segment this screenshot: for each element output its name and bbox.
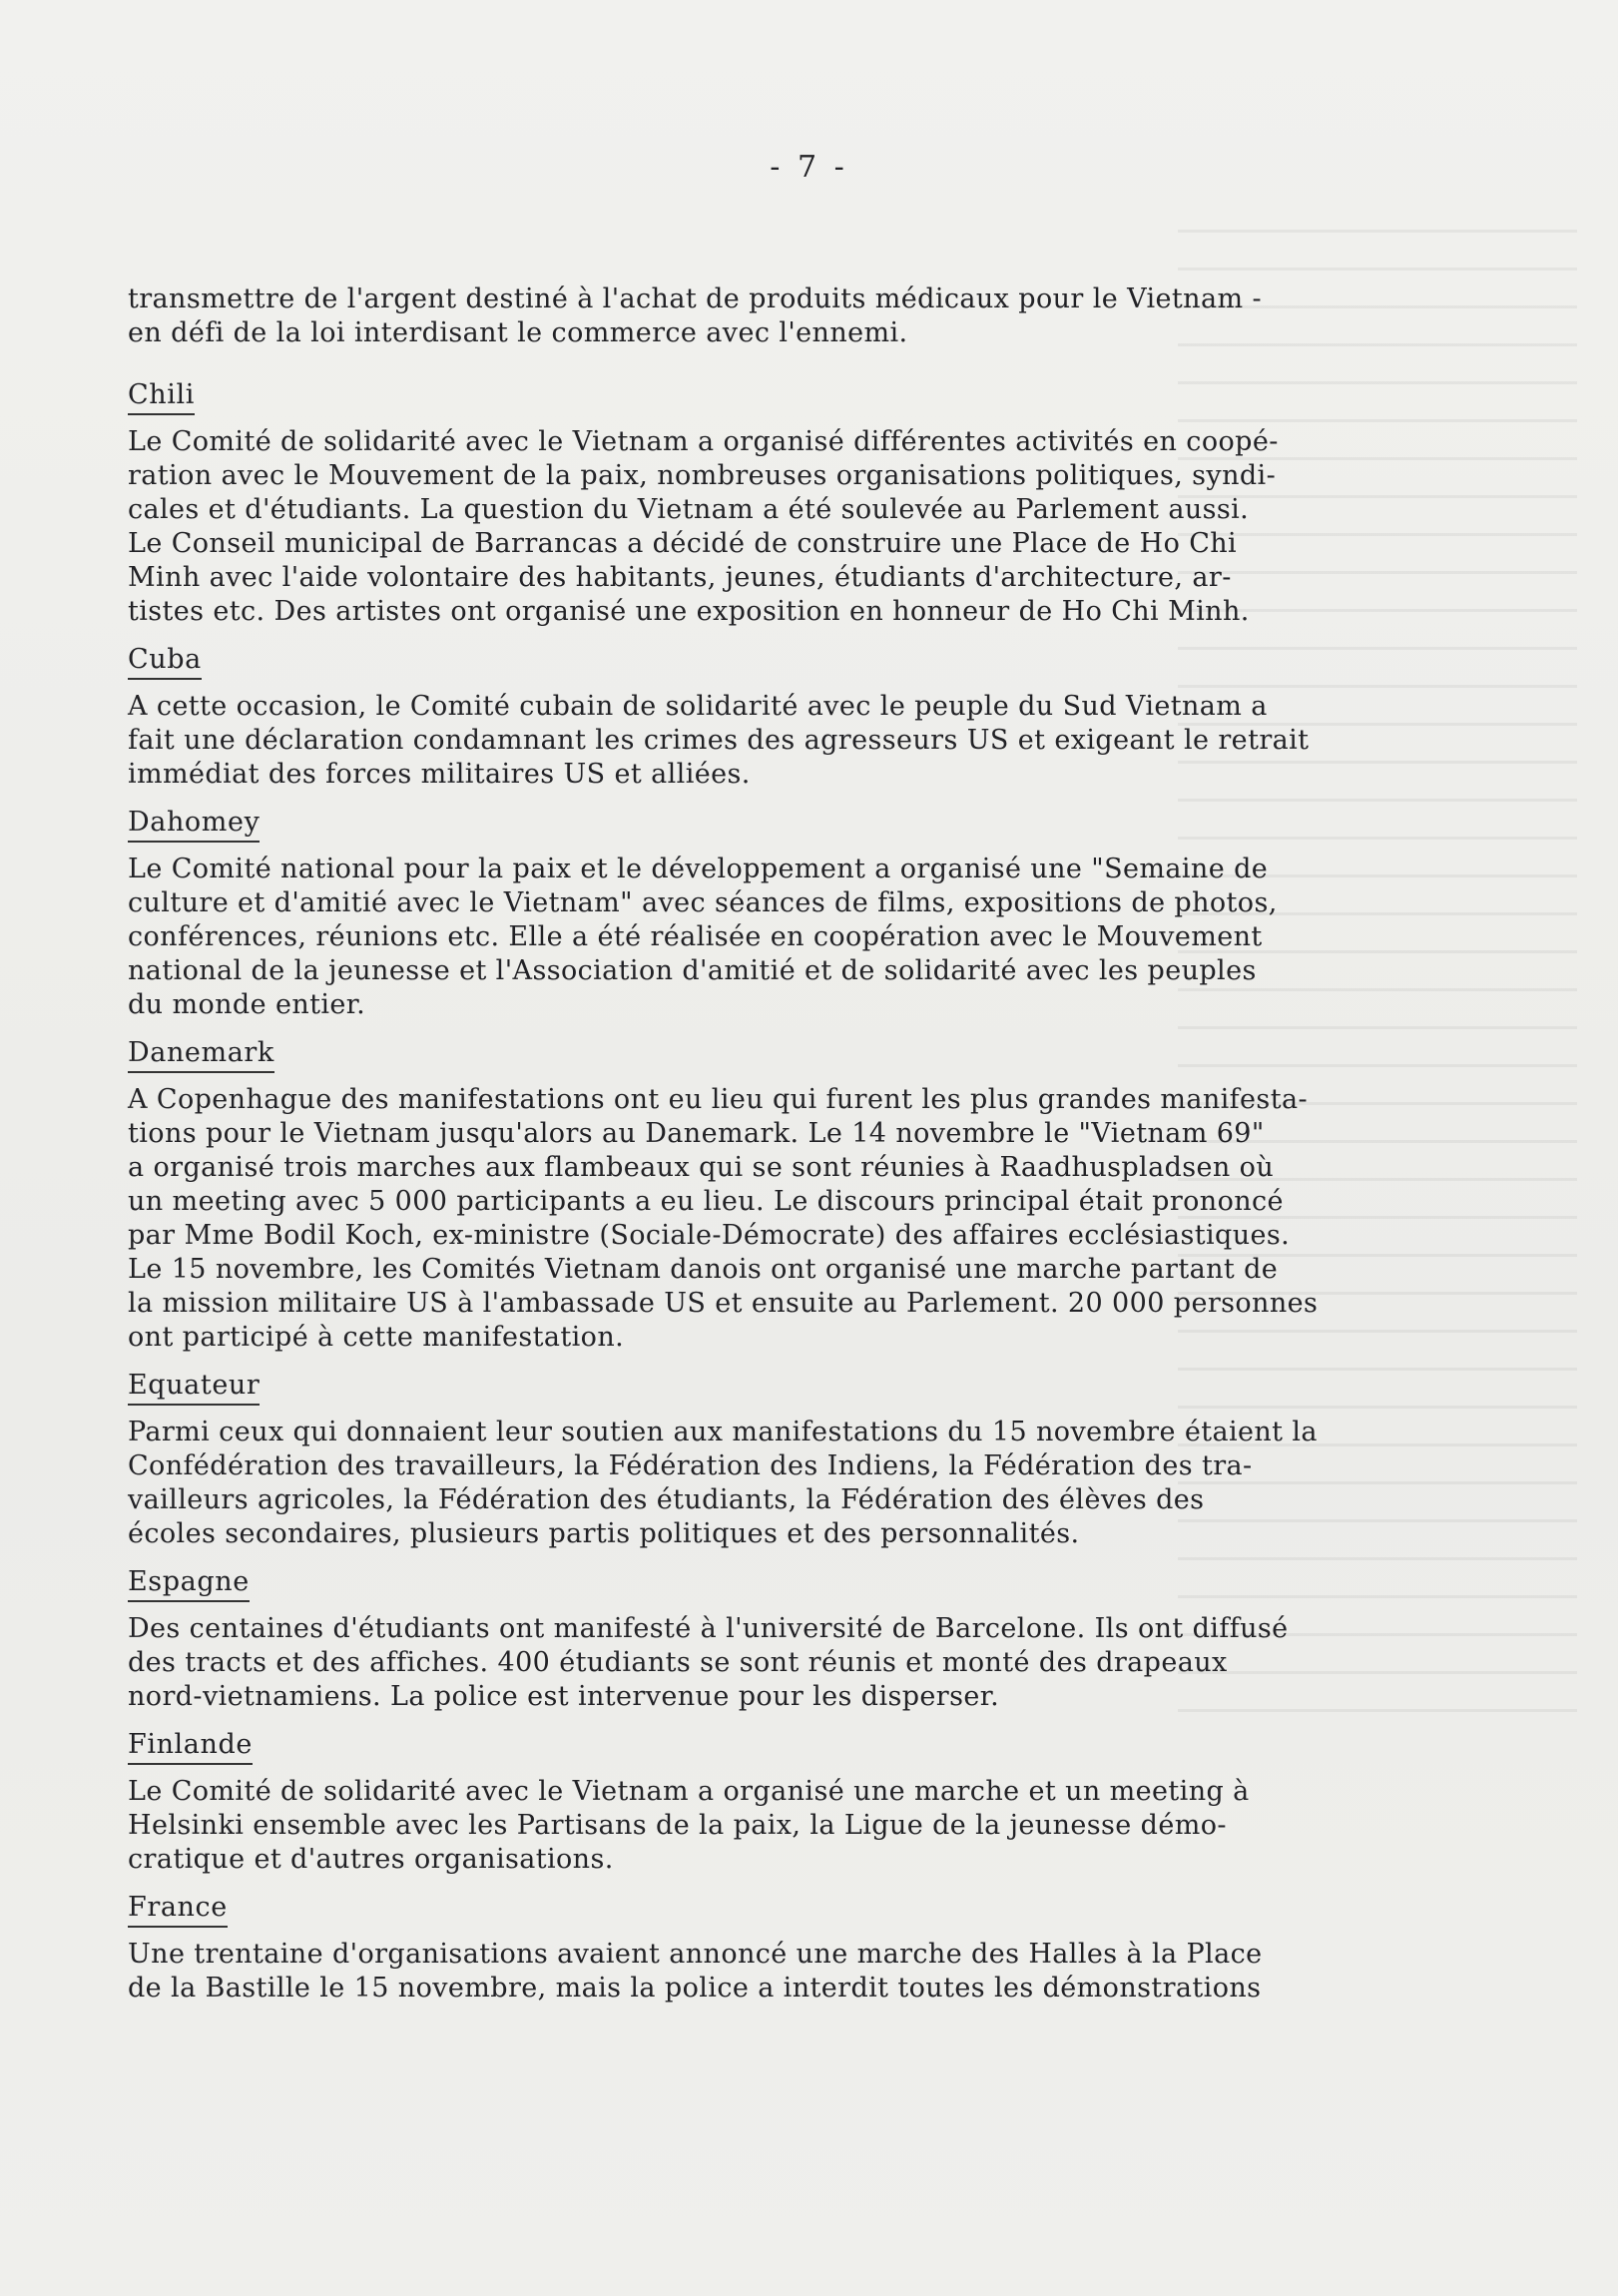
section-paragraph xyxy=(128,1416,1565,1551)
section-heading-chili: Chili xyxy=(128,380,195,415)
section-heading-dahomey: Dahomey xyxy=(128,808,260,843)
text-line: vailleurs agricoles, la Fédération des étudiants, la Fédération des élèves des xyxy=(128,1484,1205,1515)
section-paragraph xyxy=(128,1612,1565,1714)
text-line: immédiat des forces militaires US et alliées. xyxy=(128,759,751,790)
text-line: A cette occasion, le Comité cubain de solidarité avec le peuple du Sud Vietnam a xyxy=(128,691,1268,722)
section-heading-france: France xyxy=(128,1893,228,1928)
text-line: Des centaines d'étudiants ont manifesté à l'université de Barcelone. Ils ont diffusé xyxy=(128,1613,1289,1644)
text-line: tistes etc. Des artistes ont organisé une exposition en honneur de Ho Chi Minh. xyxy=(128,596,1250,627)
page-number: - 7 - xyxy=(770,150,848,185)
text-line: national de la jeunesse et l'Association d'amitié et de solidarité avec les peuples xyxy=(128,955,1257,986)
text-line: Le 15 novembre, les Comités Vietnam danois ont organisé une marche partant de xyxy=(128,1254,1279,1285)
section-danemark xyxy=(128,1022,1565,1355)
text-line: cales et d'étudiants. La question du Vietnam a été soulevée au Parlement aussi. xyxy=(128,494,1250,525)
section-dahomey xyxy=(128,792,1565,1022)
section-heading-cuba: Cuba xyxy=(128,645,202,680)
text-line: Minh avec l'aide volontaire des habitants, jeunes, étudiants d'architecture, ar- xyxy=(128,562,1232,593)
text-line: cratique et d'autres organisations. xyxy=(128,1844,614,1875)
text-line: Confédération des travailleurs, la Fédération des Indiens, la Fédération des tra- xyxy=(128,1450,1253,1481)
text-line: ration avec le Mouvement de la paix, nombreuses organisations politiques, syndi- xyxy=(128,460,1277,491)
text-line: a organisé trois marches aux flambeaux qui se sont réunies à Raadhuspladsen où xyxy=(128,1152,1275,1183)
section-heading-finlande: Finlande xyxy=(128,1730,253,1765)
section-equateur xyxy=(128,1355,1565,1551)
text-line: Le Comité national pour la paix et le développement a organisé une "Semaine de xyxy=(128,854,1269,884)
text-line: Parmi ceux qui donnaient leur soutien aux manifestations du 15 novembre étaient la xyxy=(128,1417,1318,1447)
text-line: du monde entier. xyxy=(128,989,366,1020)
text-line: fait une déclaration condamnant les crimes des agresseurs US et exigeant le retrait xyxy=(128,725,1310,756)
section-paragraph xyxy=(128,1775,1565,1877)
text-line: Le Comité de solidarité avec le Vietnam a organisé différentes activités en coopé- xyxy=(128,426,1279,457)
text-line: ont participé à cette manifestation. xyxy=(128,1322,625,1353)
section-paragraph xyxy=(128,1938,1565,2006)
text-line: transmettre de l'argent destiné à l'achat de produits médicaux pour le Vietnam - xyxy=(128,284,1262,314)
text-line: Le Comité de solidarité avec le Vietnam a organisé une marche et un meeting à xyxy=(128,1776,1250,1807)
section-paragraph xyxy=(128,425,1565,629)
intro-paragraph xyxy=(128,283,1565,350)
text-line: de la Bastille le 15 novembre, mais la police a interdit toutes les démonstrations xyxy=(128,1973,1262,2004)
section-france xyxy=(128,1877,1565,2006)
section-heading-espagne: Espagne xyxy=(128,1567,250,1602)
section-paragraph xyxy=(128,853,1565,1022)
section-finlande xyxy=(128,1714,1565,1877)
text-line: Helsinki ensemble avec les Partisans de la paix, la Ligue de la jeunesse démo- xyxy=(128,1810,1227,1841)
text-line: écoles secondaires, plusieurs partis politiques et des personnalités. xyxy=(128,1518,1080,1549)
section-heading-equateur: Equateur xyxy=(128,1371,260,1406)
text-line: culture et d'amitié avec le Vietnam" avec séances de films, expositions de photos, xyxy=(128,887,1278,918)
section-paragraph xyxy=(128,690,1565,792)
section-espagne xyxy=(128,1551,1565,1714)
text-line: nord-vietnamiens. La police est intervenue pour les disperser. xyxy=(128,1681,1000,1712)
text-line: Une trentaine d'organisations avaient annoncé une marche des Halles à la Place xyxy=(128,1939,1263,1970)
document-body xyxy=(128,283,1565,2006)
text-line: tions pour le Vietnam jusqu'alors au Danemark. Le 14 novembre le "Vietnam 69" xyxy=(128,1118,1265,1149)
section-heading-danemark: Danemark xyxy=(128,1038,274,1073)
text-line: en défi de la loi interdisant le commerce avec l'ennemi. xyxy=(128,317,908,348)
text-line: par Mme Bodil Koch, ex-ministre (Sociale-Démocrate) des affaires ecclésiastiques. xyxy=(128,1220,1291,1251)
section-paragraph xyxy=(128,1083,1565,1355)
text-line: Le Conseil municipal de Barrancas a décidé de construire une Place de Ho Chi xyxy=(128,528,1238,559)
text-line: un meeting avec 5 000 participants a eu lieu. Le discours principal était prononcé xyxy=(128,1186,1284,1217)
section-cuba xyxy=(128,629,1565,792)
text-line: A Copenhague des manifestations ont eu lieu qui furent les plus grandes manifesta- xyxy=(128,1084,1308,1115)
text-line: des tracts et des affiches. 400 étudiants se sont réunis et monté des drapeaux xyxy=(128,1647,1228,1678)
text-line: conférences, réunions etc. Elle a été réalisée en coopération avec le Mouvement xyxy=(128,921,1263,952)
text-line: la mission militaire US à l'ambassade US et ensuite au Parlement. 20 000 personnes xyxy=(128,1288,1319,1319)
section-chili xyxy=(128,364,1565,629)
